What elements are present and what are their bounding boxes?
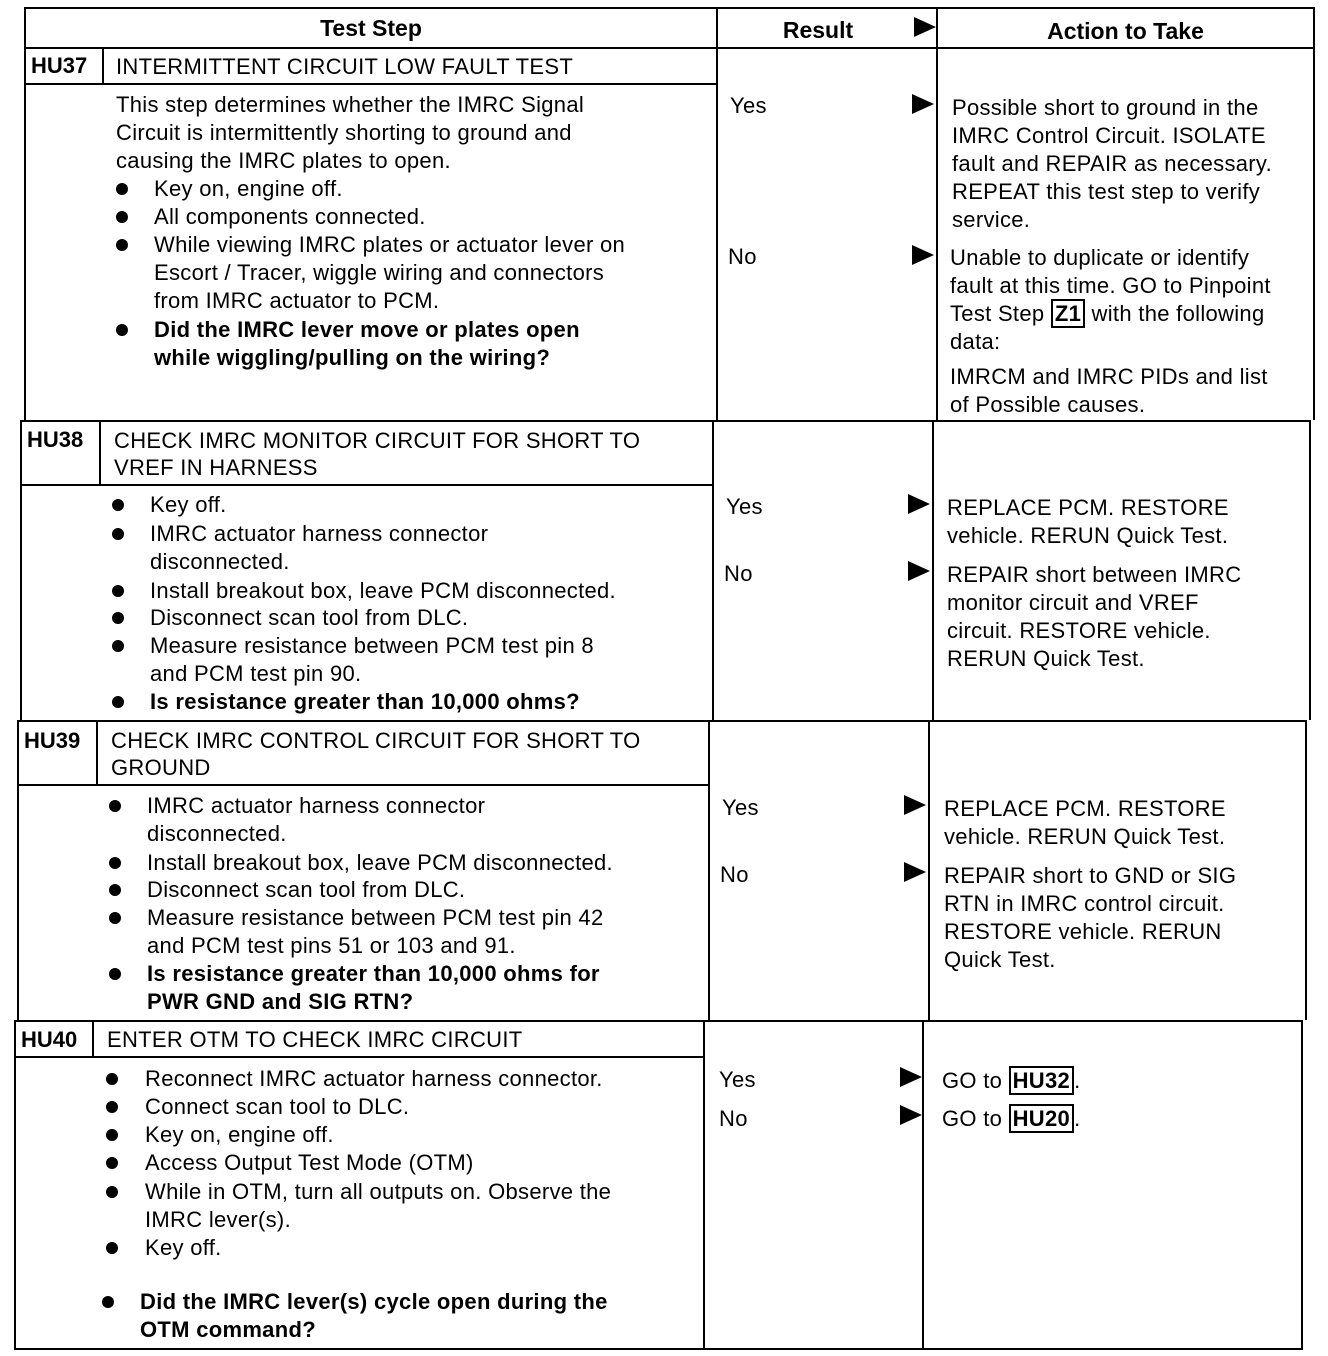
table-border-bottom xyxy=(14,1348,1303,1350)
action-go xyxy=(942,1105,1080,1133)
bullet-text: from IMRC actuator to PCM. xyxy=(154,288,440,313)
result-yes: Yes xyxy=(722,795,759,820)
step-id: HU38 xyxy=(27,427,84,452)
action-text: REPLACE PCM. RESTORE xyxy=(944,796,1226,821)
bullet-text: Measure resistance between PCM test pin 8 xyxy=(150,633,594,658)
bullet-text: disconnected. xyxy=(147,821,287,846)
bullet-text: Access Output Test Mode (OTM) xyxy=(145,1150,474,1175)
action-text: REPAIR short between IMRC xyxy=(947,562,1242,587)
table-border-right xyxy=(1309,420,1311,720)
bullet-icon xyxy=(109,912,121,924)
step-title: ENTER OTM TO CHECK IMRC CIRCUIT xyxy=(107,1027,523,1052)
go-suffix: . xyxy=(1074,1068,1081,1093)
action-text: vehicle. RERUN Quick Test. xyxy=(947,523,1229,548)
step-reference-hu32[interactable]: HU32 xyxy=(1009,1066,1074,1095)
action-ref-prefix: Test Step xyxy=(950,301,1045,326)
table-border-left xyxy=(17,720,19,1020)
bullet-text: Measure resistance between PCM test pin 42 xyxy=(147,905,604,930)
step-question: Is resistance greater than 10,000 ohms? xyxy=(150,689,580,714)
step-title: CHECK IMRC MONITOR CIRCUIT FOR SHORT TO xyxy=(114,428,641,453)
step-intro-line: Circuit is intermittently shorting to ground and xyxy=(116,120,572,145)
action-text: RERUN Quick Test. xyxy=(947,646,1145,671)
result-yes: Yes xyxy=(730,93,767,118)
title-rule xyxy=(14,1056,703,1058)
action-text: REPEAT this test step to verify xyxy=(952,179,1261,204)
bullet-text: IMRC actuator harness connector xyxy=(147,793,486,818)
bullet-icon xyxy=(112,499,124,511)
step-question: Did the IMRC lever move or plates open xyxy=(154,317,580,342)
bullet-icon xyxy=(106,1073,118,1085)
bullet-icon xyxy=(116,239,128,251)
step-question: Did the IMRC lever(s) cycle open during the xyxy=(140,1289,608,1314)
id-divider xyxy=(92,1022,94,1057)
action-text: IMRC Control Circuit. ISOLATE xyxy=(952,123,1266,148)
bullet-icon xyxy=(109,968,121,980)
bullet-text: and PCM test pin 90. xyxy=(150,661,362,686)
action-text: fault and REPAIR as necessary. xyxy=(952,151,1272,176)
step-intro-line: This step determines whether the IMRC Signal xyxy=(116,92,585,117)
result-no: No xyxy=(720,862,749,887)
result-arrow-icon xyxy=(900,1105,922,1125)
step-divider xyxy=(20,420,1311,422)
action-text: of Possible causes. xyxy=(950,392,1146,417)
step-title: VREF IN HARNESS xyxy=(114,455,318,480)
table-border-right xyxy=(1305,720,1307,1020)
action-text: Possible short to ground in the xyxy=(952,95,1259,120)
column-divider xyxy=(932,420,934,720)
action-text: IMRCM and IMRC PIDs and list xyxy=(950,364,1268,389)
step-reference-hu20[interactable]: HU20 xyxy=(1009,1104,1074,1133)
table-border-right xyxy=(1313,7,1315,420)
result-arrow-icon xyxy=(908,494,930,514)
bullet-text: Reconnect IMRC actuator harness connector. xyxy=(145,1066,603,1091)
action-ref-suffix: with the following xyxy=(1091,301,1265,326)
result-no: No xyxy=(724,561,753,586)
bullet-icon xyxy=(109,884,121,896)
bullet-text: disconnected. xyxy=(150,549,290,574)
id-divider xyxy=(96,722,98,785)
bullet-icon xyxy=(112,696,124,708)
bullet-icon xyxy=(109,857,121,869)
bullet-icon xyxy=(106,1157,118,1169)
go-prefix: GO to xyxy=(942,1068,1003,1093)
table-border-top xyxy=(24,7,1315,9)
bullet-text: IMRC lever(s). xyxy=(145,1207,291,1232)
title-rule xyxy=(24,83,716,85)
bullet-icon xyxy=(116,183,128,195)
bullet-text: Disconnect scan tool from DLC. xyxy=(150,605,469,630)
column-divider xyxy=(922,1020,924,1350)
bullet-icon xyxy=(106,1129,118,1141)
bullet-icon xyxy=(112,612,124,624)
result-no: No xyxy=(719,1106,748,1131)
bullet-text: Key on, engine off. xyxy=(145,1122,334,1147)
bullet-text: Install breakout box, leave PCM disconnected. xyxy=(150,578,616,603)
result-arrow-icon xyxy=(904,795,926,815)
step-intro-line: causing the IMRC plates to open. xyxy=(116,148,451,173)
bullet-text: Disconnect scan tool from DLC. xyxy=(147,877,466,902)
step-divider xyxy=(14,1020,1303,1022)
title-rule xyxy=(20,484,712,486)
action-text: circuit. RESTORE vehicle. xyxy=(947,618,1211,643)
action-text: fault at this time. GO to Pinpoint xyxy=(950,273,1271,298)
bullet-icon xyxy=(106,1101,118,1113)
table-border-right xyxy=(1301,1020,1303,1350)
column-divider xyxy=(703,1020,705,1350)
step-id: HU40 xyxy=(21,1027,78,1052)
result-arrow-icon xyxy=(900,1067,922,1087)
bullet-icon xyxy=(102,1296,114,1308)
step-divider xyxy=(17,720,1307,722)
column-divider xyxy=(708,720,710,1020)
header-test-step: Test Step xyxy=(320,15,422,41)
bullet-text: Key on, engine off. xyxy=(154,176,343,201)
bullet-text: While viewing IMRC plates or actuator lever on xyxy=(154,232,626,257)
bullet-icon xyxy=(112,528,124,540)
table-border-left xyxy=(14,1020,16,1350)
bullet-text: IMRC actuator harness connector xyxy=(150,521,489,546)
bullet-icon xyxy=(116,211,128,223)
bullet-icon xyxy=(106,1242,118,1254)
bullet-text: All components connected. xyxy=(154,204,426,229)
bullet-icon xyxy=(112,585,124,597)
action-text: REPLACE PCM. RESTORE xyxy=(947,495,1229,520)
result-arrow-icon xyxy=(912,94,934,114)
action-text: data: xyxy=(950,329,1001,354)
bullet-text: Escort / Tracer, wiggle wiring and connectors xyxy=(154,260,605,285)
action-text: RTN in IMRC control circuit. xyxy=(944,891,1225,916)
step-question: while wiggling/pulling on the wiring? xyxy=(154,345,551,370)
action-text: Unable to duplicate or identify xyxy=(950,245,1250,270)
step-question: PWR GND and SIG RTN? xyxy=(147,989,414,1014)
action-text: service. xyxy=(952,207,1031,232)
result-arrow-icon xyxy=(908,561,930,581)
column-divider xyxy=(716,7,718,420)
bullet-text: and PCM test pins 51 or 103 and 91. xyxy=(147,933,516,958)
bullet-icon xyxy=(106,1186,118,1198)
step-title: INTERMITTENT CIRCUIT LOW FAULT TEST xyxy=(116,54,574,79)
action-text: RESTORE vehicle. RERUN xyxy=(944,919,1222,944)
action-text: Quick Test. xyxy=(944,947,1056,972)
result-yes: Yes xyxy=(726,494,763,519)
action-go xyxy=(942,1067,1080,1095)
action-text: REPAIR short to GND or SIG xyxy=(944,863,1237,888)
result-yes: Yes xyxy=(719,1067,756,1092)
id-divider xyxy=(102,49,104,84)
step-question: Is resistance greater than 10,000 ohms for xyxy=(147,961,600,986)
bullet-icon xyxy=(109,800,121,812)
result-arrow-icon xyxy=(912,245,934,265)
step-id: HU39 xyxy=(24,728,81,753)
bullet-text: Key off. xyxy=(150,492,227,517)
bullet-icon xyxy=(116,324,128,336)
id-divider xyxy=(99,422,101,485)
bullet-text: While in OTM, turn all outputs on. Observe the xyxy=(145,1179,612,1204)
bullet-text: Connect scan tool to DLC. xyxy=(145,1094,410,1119)
column-divider xyxy=(936,7,938,420)
step-question: OTM command? xyxy=(140,1317,316,1342)
result-arrow-icon xyxy=(904,862,926,882)
header-arrow-icon xyxy=(914,17,936,37)
title-rule xyxy=(17,784,708,786)
result-no: No xyxy=(728,244,757,269)
step-reference-z1[interactable]: Z1 xyxy=(1051,299,1085,328)
go-prefix: GO to xyxy=(942,1106,1003,1131)
column-divider xyxy=(712,420,714,720)
bullet-icon xyxy=(112,640,124,652)
table-border-left xyxy=(20,420,22,720)
bullet-text: Install breakout box, leave PCM disconnected. xyxy=(147,850,613,875)
step-id: HU37 xyxy=(31,53,88,78)
bullet-text: Key off. xyxy=(145,1235,222,1260)
table-border-left xyxy=(24,7,26,420)
action-text: monitor circuit and VREF xyxy=(947,590,1199,615)
step-title: CHECK IMRC CONTROL CIRCUIT FOR SHORT TO xyxy=(111,728,641,753)
header-result: Result xyxy=(782,17,854,43)
header-action: Action to Take xyxy=(1047,18,1204,44)
action-text-ref-line xyxy=(950,300,1264,328)
action-text: vehicle. RERUN Quick Test. xyxy=(944,824,1226,849)
step-title: GROUND xyxy=(111,755,211,780)
go-suffix: . xyxy=(1074,1106,1081,1131)
column-divider xyxy=(928,720,930,1020)
header-rule xyxy=(24,47,1315,49)
